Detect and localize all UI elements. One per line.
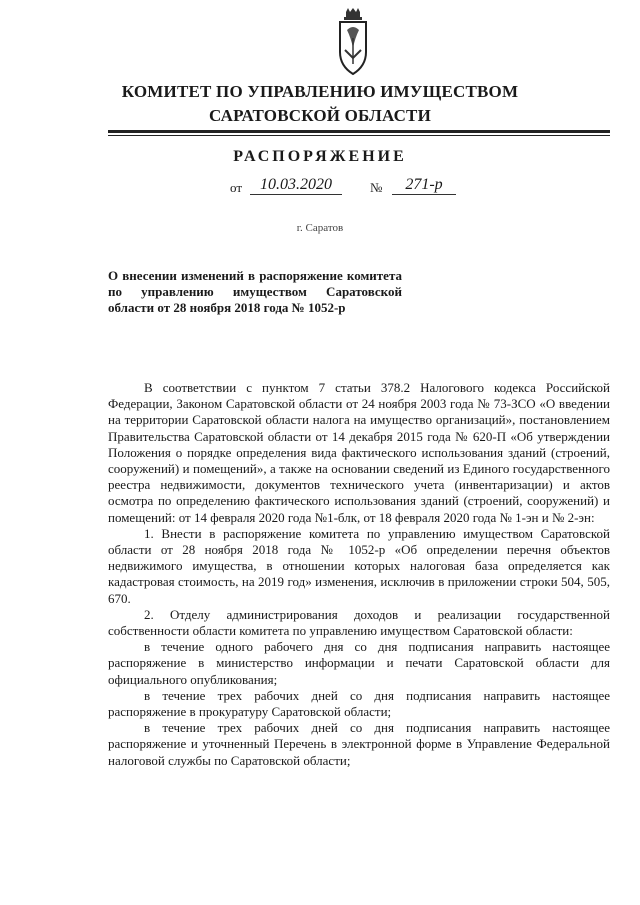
item-1-paragraph: 1. Внести в распоряжение комитета по управлению имуществом Саратовской области от 28 ноября 2018 года № 1052-р «Об определении перечня объектов недвижимого имущества, в отношении которых налоговая база определяется как кадастровая стоимость, на 2019 год» изменения, исключив в приложении строки 504, 505, 670. xyxy=(108,525,610,606)
subitem-tax-service-paragraph: в течение трех рабочих дней со дня подписания направить настоящее распоряжение и уточненный Перечень в электронной форме в Управление Федеральной налоговой службы по Саратовской области; xyxy=(108,720,610,768)
document-subject: О внесении изменений в распоряжение комитета по управлению имуществом Саратовской области от 28 ноября 2018 года № 1052-р xyxy=(108,268,402,315)
saratov-emblem-icon xyxy=(336,8,370,78)
document-body xyxy=(108,380,610,769)
document-type-title: РАСПОРЯЖЕНИЕ xyxy=(233,148,407,165)
organization-name-line2: САРАТОВСКОЙ ОБЛАСТИ xyxy=(208,106,432,125)
subitem-prosecutor-paragraph: в течение трех рабочих дней со дня подписания направить настоящее распоряжение в прокуратуру Саратовской области; xyxy=(108,687,610,720)
document-date: 10.03.2020 xyxy=(250,176,342,195)
preamble-paragraph: В соответствии с пунктом 7 статьи 378.2 Налогового кодекса Российской Федерации, Законом Саратовской области от 24 ноября 2003 года № 73-ЗСО «О введении на территории Саратовской области налога на имущество организаций», постановлением Правительства Саратовской области от 14 декабря 2015 года № 620-П «Об утверждении Положения о порядке определения вида фактического использования зданий (строений, сооружений) и помещений», а также на основании сведений из Единого государственного реестра недвижимости, документов технического учета (инвентаризации) и актов осмотра по определению фактического использования зданий (строений, сооружений) и помещений: от 14 февраля 2020 года №1-блк, от 18 февраля 2020 года № 1-эн и № 2-эн: xyxy=(108,380,610,525)
city-name: г. Саратов xyxy=(296,222,344,234)
document-number: 271-р xyxy=(392,176,456,195)
header-divider-thick xyxy=(108,130,610,133)
number-sign: № xyxy=(370,180,383,195)
organization-name-line1: КОМИТЕТ ПО УПРАВЛЕНИЮ ИМУЩЕСТВОМ xyxy=(121,82,519,101)
item-2-paragraph: 2. Отделу администрирования доходов и реализации государственной собственности области комитета по управлению имуществом Саратовской области: xyxy=(108,606,610,639)
date-label: от xyxy=(230,180,243,195)
header-divider-thin xyxy=(108,135,610,136)
subitem-publication-paragraph: в течение одного рабочего дня со дня подписания направить настоящее распоряжение в министерство информации и печати Саратовской области для официального опубликования; xyxy=(108,639,610,687)
